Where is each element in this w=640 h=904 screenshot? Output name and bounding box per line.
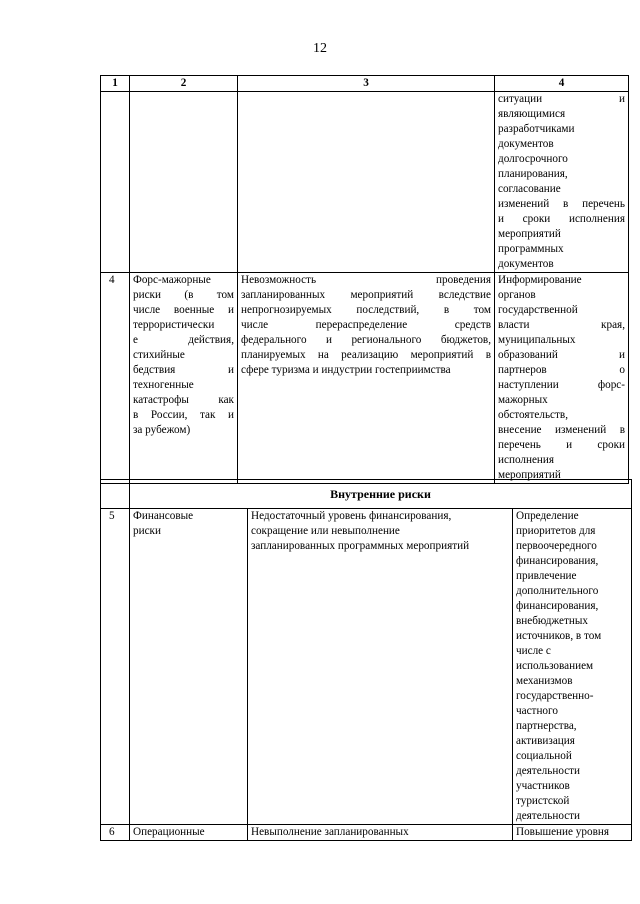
cell-text-line: внесение изменений в	[498, 424, 625, 436]
cell-text-line: программных	[498, 243, 564, 255]
cell-text-line: в России, так и	[133, 409, 234, 421]
cell-text-line: муниципальных	[498, 334, 576, 346]
cell-text-line: исполнения	[498, 454, 555, 466]
cell-text-line: первоочередного	[516, 540, 597, 552]
cell-text-line: сокращение или невыполнение	[251, 525, 400, 537]
measures-cell	[495, 92, 629, 273]
measures-cell: Повышение уровня	[513, 825, 632, 841]
table-row-operational	[101, 825, 632, 841]
cell-text-line: бедствия и	[133, 364, 234, 376]
cell-text-line: приоритетов для	[516, 525, 596, 537]
cell-empty	[101, 480, 130, 509]
cell-empty	[238, 92, 495, 273]
cell-text-line: изменений в перечень	[498, 198, 625, 210]
cell-text-line: документов	[498, 258, 554, 270]
cell-text-line: мажорных	[498, 394, 548, 406]
cell-text-line: разработчиками	[498, 123, 575, 135]
cell-text-line: федерального и регионального бюджетов,	[241, 334, 491, 346]
page-number: 12	[313, 41, 327, 56]
table-row-force-majeure	[101, 273, 629, 484]
cell-text-line: государственной	[498, 304, 578, 316]
col-header-3: 3	[238, 76, 495, 92]
cell-text-line: партнерства,	[516, 720, 577, 732]
cell-text-line: террористически	[133, 319, 215, 331]
cell-text-line: риски	[133, 525, 161, 537]
row-number: 5	[101, 509, 130, 825]
table-row-continued	[101, 92, 629, 273]
measures-cell	[513, 509, 632, 825]
cell-text-line: ситуации и	[498, 93, 625, 105]
risk-description-cell	[238, 273, 495, 484]
cell-text-line: запланированных программных мероприятий	[251, 540, 470, 552]
col-header-4: 4	[495, 76, 629, 92]
column-header-row	[101, 76, 629, 92]
risk-table-top	[100, 75, 629, 484]
row-number: 4	[101, 273, 130, 484]
cell-text-line: участников	[516, 780, 570, 792]
cell-text-line: Форс-мажорные	[133, 274, 211, 286]
cell-text-line: источников, в том	[516, 630, 602, 642]
cell-text-line: планируемых на реализацию мероприятий в	[241, 349, 491, 361]
cell-text-line: активизация	[516, 735, 575, 747]
cell-text-line: и сроки исполнения	[498, 213, 625, 225]
row-number: 6	[101, 825, 130, 841]
cell-text-line: планирования,	[498, 168, 568, 180]
cell-empty	[101, 92, 130, 273]
risk-type-cell: Операционные	[130, 825, 248, 841]
cell-text-line: Определение	[516, 510, 579, 522]
cell-text-line: социальной	[516, 750, 572, 762]
section-row	[101, 480, 632, 509]
risk-type-cell	[130, 273, 238, 484]
table-row-financial	[101, 509, 632, 825]
cell-empty	[130, 92, 238, 273]
cell-text-line: за рубежом)	[133, 424, 191, 436]
cell-text-line: мероприятий	[498, 228, 561, 240]
cell-text-line: частного	[516, 705, 558, 717]
cell-text-line: числе перераспределение средств	[241, 319, 491, 331]
cell-text-line: сфере туризма и индустрии гостеприимства	[241, 364, 451, 376]
cell-text-line: деятельности	[516, 810, 581, 822]
cell-text-line: риски (в том	[133, 289, 234, 301]
cell-text-line: органов	[498, 289, 536, 301]
cell-text-line: партнеров о	[498, 364, 625, 376]
cell-text-line: наступлении форс-	[498, 379, 625, 391]
risk-type-cell	[130, 509, 248, 825]
cell-text-line: финансирования,	[516, 555, 599, 567]
cell-text-line: Финансовые	[133, 510, 194, 522]
cell-text-line: дополнительного	[516, 585, 599, 597]
cell-text-line: образований и	[498, 349, 625, 361]
cell-text-line: согласование	[498, 183, 561, 195]
cell-text-line: финансирования,	[516, 600, 599, 612]
cell-text-line: катастрофы как	[133, 394, 234, 406]
cell-text-line: мероприятий	[498, 469, 561, 481]
cell-text-line: Невозможность проведения	[241, 274, 491, 286]
cell-text-line: Недостаточный уровень финансирования,	[251, 510, 452, 522]
cell-text-line: туристской	[516, 795, 570, 807]
risk-description-cell: Невыполнение запланированных	[248, 825, 513, 841]
cell-text-line: деятельности	[516, 765, 581, 777]
cell-text-line: непрогнозируемых последствий, в том	[241, 304, 491, 316]
cell-text-line: е действия,	[133, 334, 234, 346]
cell-text-line: внебюджетных	[516, 615, 588, 627]
cell-text-line: являющимися	[498, 108, 566, 120]
cell-text-line: техногенные	[133, 379, 194, 391]
cell-text-line: привлечение	[516, 570, 577, 582]
risk-description-cell	[248, 509, 513, 825]
cell-text-line: стихийные	[133, 349, 185, 361]
cell-text-line: перечень и сроки	[498, 439, 625, 451]
cell-text-line: числе с	[516, 645, 551, 657]
cell-text-line: государственно-	[516, 690, 594, 702]
col-header-2: 2	[130, 76, 238, 92]
cell-text-line: использованием	[516, 660, 594, 672]
cell-text-line: механизмов	[516, 675, 573, 687]
cell-text-line: власти края,	[498, 319, 625, 331]
col-header-1: 1	[101, 76, 130, 92]
cell-text-line: документов	[498, 138, 554, 150]
cell-text-line: числе военные и	[133, 304, 234, 316]
cell-text-line: долгосрочного	[498, 153, 568, 165]
section-title: Внутренние риски	[130, 480, 632, 509]
measures-cell	[495, 273, 629, 484]
cell-text-line: обстоятельств,	[498, 409, 568, 421]
risk-table-bottom	[100, 479, 632, 841]
cell-text-line: Информирование	[498, 274, 582, 286]
cell-text-line: запланированных мероприятий вследствие	[241, 289, 491, 301]
